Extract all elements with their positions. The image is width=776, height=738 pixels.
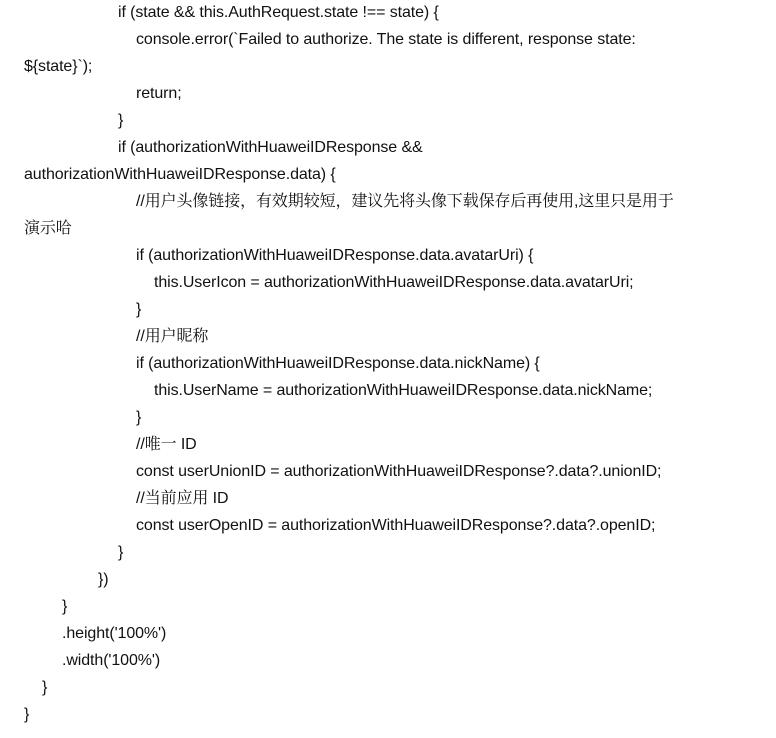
code-line: console.error(`Failed to authorize. The state is different, response state:: [136, 31, 636, 48]
code-line: if (authorizationWithHuaweiIDResponse.data.avatarUri) {: [136, 247, 534, 264]
code-comment: //当前应用 ID: [136, 490, 229, 507]
code-comment: //唯一 ID: [136, 436, 197, 453]
code-line: if (authorizationWithHuaweiIDResponse &&: [118, 139, 423, 156]
code-line: return;: [136, 85, 182, 102]
code-line: .height('100%'): [62, 625, 167, 642]
code-line: const userUnionID = authorizationWithHuaweiIDResponse?.data?.unionID;: [136, 463, 662, 480]
code-line: }: [136, 409, 142, 426]
code-comment: //用户头像链接，有效期较短，建议先将头像下载保存后再使用,这里只是用于: [136, 193, 674, 210]
code-line: }: [136, 301, 142, 318]
code-line: if (state && this.AuthRequest.state !== state) {: [118, 4, 439, 21]
code-line: }: [118, 112, 124, 129]
code-line: ${state}`);: [24, 58, 93, 75]
code-line: authorizationWithHuaweiIDResponse.data) {: [24, 166, 336, 183]
code-line: }: [118, 544, 124, 561]
code-line: this.UserName = authorizationWithHuaweiIDResponse.data.nickName;: [154, 382, 653, 399]
code-line: }: [62, 598, 68, 615]
code-comment: //用户昵称: [136, 328, 209, 345]
code-line: const userOpenID = authorizationWithHuaweiIDResponse?.data?.openID;: [136, 517, 656, 534]
code-comment: 演示哈: [24, 220, 72, 237]
code-line: .width('100%'): [62, 652, 161, 669]
code-line: }: [42, 679, 48, 696]
code-line: this.UserIcon = authorizationWithHuaweiIDResponse.data.avatarUri;: [154, 274, 634, 291]
code-line: }: [24, 706, 30, 723]
code-line: if (authorizationWithHuaweiIDResponse.data.nickName) {: [136, 355, 540, 372]
code-line: }): [98, 571, 109, 588]
